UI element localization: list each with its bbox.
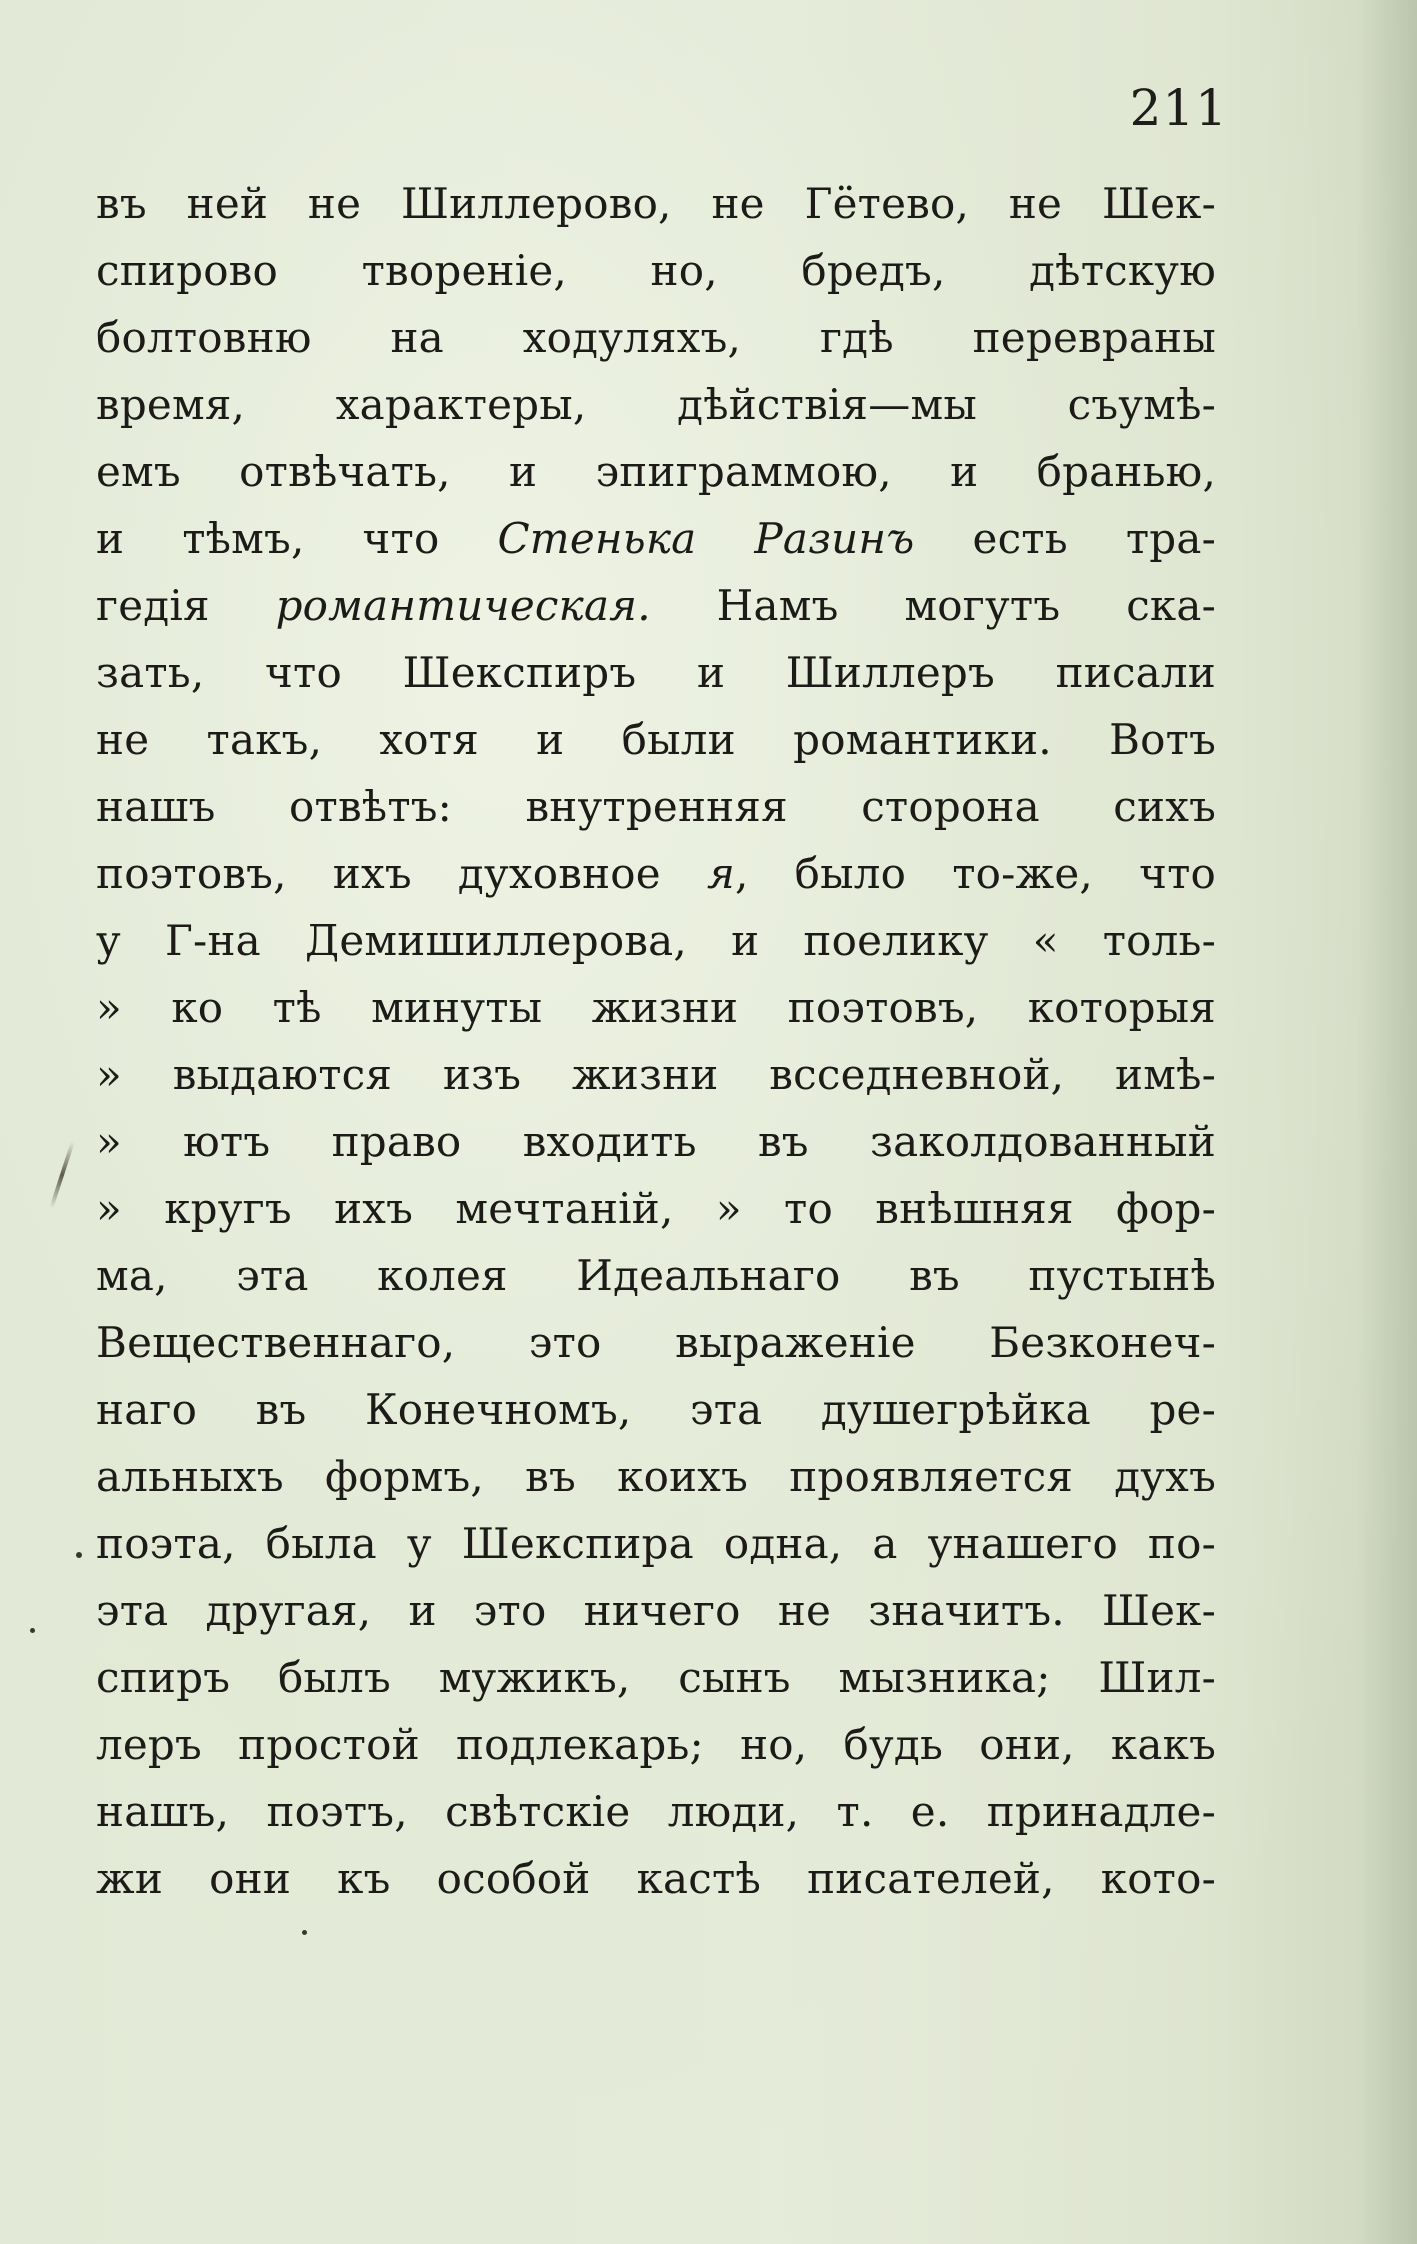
body-text bbox=[96, 170, 1216, 1920]
text-line: не такъ, хотя и были романтики. Вотъ bbox=[96, 715, 1216, 764]
text-line: » выдаются изъ жизни всседневной, имѣ- bbox=[96, 1050, 1216, 1099]
text-line: въ ней не Шиллерово, не Гётево, не Шек- bbox=[96, 179, 1216, 228]
text-line: спиръ былъ мужикъ, сынъ мызника; Шил- bbox=[96, 1653, 1216, 1702]
text-line: время, характеры, дѣйствія—мы съумѣ- bbox=[96, 380, 1216, 429]
ink-speck bbox=[76, 1552, 82, 1558]
text-line bbox=[96, 505, 1216, 572]
text-line: у Г-на Демишиллерова, и поелику « толь- bbox=[96, 916, 1216, 965]
ink-speck bbox=[30, 1628, 35, 1633]
text-line bbox=[96, 840, 1216, 907]
text-segment: гедія bbox=[96, 581, 276, 630]
text-line: болтовню на ходуляхъ, гдѣ перевраны bbox=[96, 313, 1216, 362]
text-line: » ютъ право входить въ заколдованный bbox=[96, 1117, 1216, 1166]
page-edge-shadow bbox=[1357, 0, 1417, 2244]
text-line: ма, эта колея Идеальнаго въ пустынѣ bbox=[96, 1251, 1216, 1300]
text-line: леръ простой подлекарь; но, будь они, какъ bbox=[96, 1720, 1216, 1769]
text-line: емъ отвѣчать, и эпиграммою, и бранью, bbox=[96, 447, 1216, 496]
text-segment: поэтовъ, ихъ духовное bbox=[96, 849, 707, 898]
text-line: эта другая, и это ничего не значитъ. Шек- bbox=[96, 1586, 1216, 1635]
margin-scratch-mark bbox=[49, 1141, 74, 1209]
text-line: наго въ Конечномъ, эта душегрѣйка ре- bbox=[96, 1385, 1216, 1434]
text-line: поэта, была у Шекспира одна, а унашего по- bbox=[96, 1519, 1216, 1568]
text-line: » ко тѣ минуты жизни поэтовъ, которыя bbox=[96, 983, 1216, 1032]
text-line: альныхъ формъ, въ коихъ проявляется духъ bbox=[96, 1452, 1216, 1501]
text-line: спирово твореніе, но, бредъ, дѣтскую bbox=[96, 246, 1216, 295]
text-line: зать, что Шекспиръ и Шиллеръ писали bbox=[96, 648, 1216, 697]
text-segment: , было то-же, что bbox=[734, 849, 1216, 898]
text-line bbox=[96, 572, 1216, 639]
text-line: нашъ отвѣтъ: внутренняя сторона сихъ bbox=[96, 782, 1216, 831]
text-segment: Намъ могутъ ска- bbox=[650, 581, 1216, 630]
italic-emphasis: Стенька Разинъ bbox=[497, 514, 915, 563]
text-line: нашъ, поэтъ, свѣтскіе люди, т. е. принадле- bbox=[96, 1787, 1216, 1836]
text-segment: есть тра- bbox=[914, 514, 1216, 563]
text-line: жи они къ особой кастѣ писателей, кото- bbox=[96, 1854, 1216, 1903]
italic-emphasis: я bbox=[706, 849, 735, 898]
ink-speck bbox=[302, 1930, 307, 1935]
italic-emphasis: романтическая. bbox=[275, 581, 651, 630]
page-number: 211 bbox=[1129, 79, 1228, 137]
text-segment: и тѣмъ, что bbox=[96, 514, 498, 563]
text-line: Вещественнаго, это выраженіе Безконеч- bbox=[96, 1318, 1216, 1367]
text-line: » кругъ ихъ мечтаній, » то внѣшняя фор- bbox=[96, 1184, 1216, 1233]
